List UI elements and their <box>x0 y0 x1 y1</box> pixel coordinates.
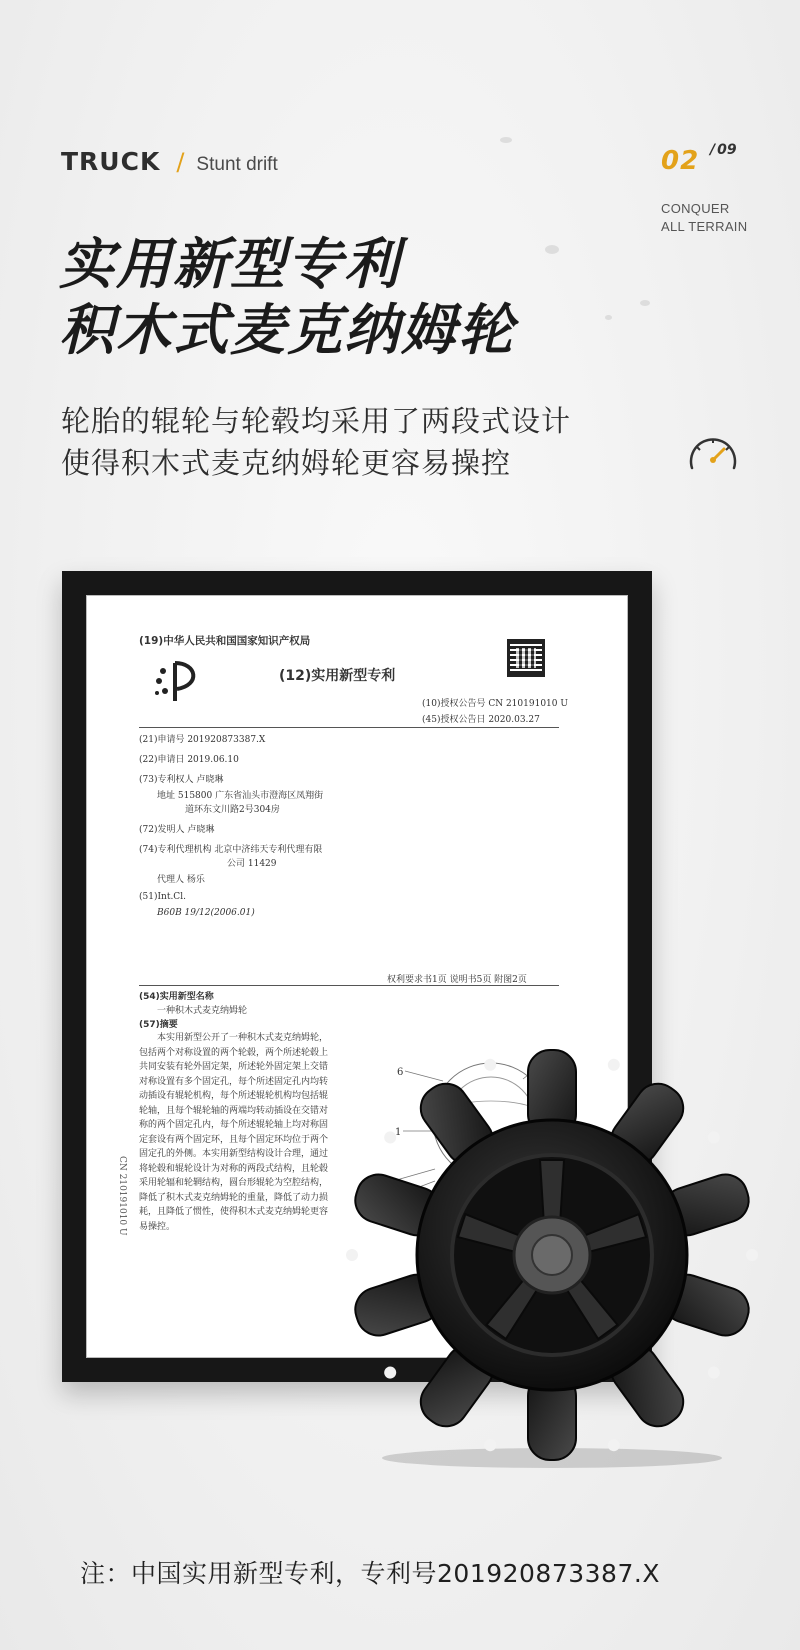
divider <box>139 727 559 728</box>
int-cl-label: (51)Int.Cl. <box>139 892 186 902</box>
tagline-line: CONQUER <box>661 201 730 216</box>
patent-owner: (73)专利权人 卢晓琳 <box>139 775 224 785</box>
patent-office-emblem-icon <box>153 657 207 705</box>
brand-header <box>61 147 278 176</box>
abstract-line: 包括两个对称设置的两个轮毂，两个所述轮毂上 <box>139 1047 329 1058</box>
page-indicator <box>661 142 737 176</box>
application-date: (22)申请日 2019.06.10 <box>139 755 239 765</box>
background-speck <box>545 245 559 254</box>
abstract-line: 将轮毂和辊轮设计为对称的两段式结构，且轮毂 <box>139 1163 329 1174</box>
patent-agency: (74)专利代理机构 北京中济纬天专利代理有限 <box>139 845 323 855</box>
utility-name-label: (54)实用新型名称 <box>139 992 214 1002</box>
utility-name-value: 一种积木式麦克纳姆轮 <box>157 1006 248 1016</box>
description-line: 轮胎的辊轮与轮毂均采用了两段式设计 <box>61 404 572 438</box>
page-current: 02 <box>661 146 700 176</box>
qr-code-icon <box>507 639 545 677</box>
brand-divider: / <box>176 148 185 176</box>
owner-address: 道环东文川路2号304房 <box>185 805 280 815</box>
abstract-line: 易操控。 <box>139 1221 176 1232</box>
abstract-line: 耗，且降低了惯性，使得积木式麦克纳姆轮更容 <box>139 1207 329 1217</box>
page-total: / 09 <box>710 142 737 158</box>
abstract-line: 降低了积木式麦克纳姆轮的重量，降低了动力损 <box>139 1192 329 1203</box>
patent-footnote: 注：中国实用新型专利，专利号201920873387.X <box>80 1559 660 1588</box>
abstract-line: 本实用新型公开了一种积木式麦克纳姆轮， <box>157 1033 329 1043</box>
brand-name: TRUCK <box>61 147 161 176</box>
tagline <box>661 200 747 236</box>
abstract-line: 固定孔的外侧。本实用新型结构设计合理，通过 <box>139 1149 329 1159</box>
tagline-line: ALL TERRAIN <box>661 219 748 234</box>
abstract-line: 采用轮辐和轮辋结构，圆台形辊轮为空腔结构， <box>139 1178 329 1188</box>
patent-agent: 代理人 杨乐 <box>157 875 205 885</box>
description <box>61 400 571 484</box>
description-line: 使得积木式麦克纳姆轮更容易操控 <box>61 446 512 480</box>
background-speck <box>500 137 512 143</box>
figure-label: 6 <box>397 1067 404 1078</box>
background-speck <box>640 300 650 306</box>
abstract-line: 定套设有两个固定环，且每个固定环均位于两个 <box>139 1134 329 1145</box>
application-number: (21)申请号 201920873387.X <box>139 735 266 745</box>
title-line: 积木式麦克纳姆轮 <box>59 298 516 362</box>
page-counts: 权利要求书1页 说明书5页 附图2页 <box>387 975 527 985</box>
page-title <box>59 231 515 363</box>
speedometer-icon <box>686 430 740 474</box>
int-cl-value: B60B 19/12(2006.01) <box>157 908 255 918</box>
abstract-line: 共同安装有轮外固定架，所述轮外固定架上交错 <box>139 1062 329 1072</box>
abstract-line: 对称设置有多个固定孔，每个所述固定孔内均转 <box>139 1076 329 1087</box>
abstract-line: 称的两个固定孔内，每个所述辊轮轴上均对称固 <box>139 1120 329 1130</box>
brand-subtitle: Stunt drift <box>196 154 278 175</box>
inventor: (72)发明人 卢晓琳 <box>139 825 215 835</box>
mecanum-wheel-image <box>338 1040 758 1470</box>
figure-label: 1 <box>395 1127 402 1138</box>
publication-number: (10)授权公告号 CN 210191010 U <box>422 699 568 709</box>
patent-agency: 公司 11429 <box>227 859 277 869</box>
owner-address: 地址 515800 广东省汕头市澄海区凤翔街 <box>157 791 324 801</box>
background-speck <box>605 315 612 320</box>
divider <box>139 985 559 986</box>
abstract-line: 轮轴，且每个辊轮轴的两端均转动插设在交错对 <box>139 1105 329 1116</box>
title-line: 实用新型专利 <box>59 232 402 296</box>
abstract-line: 动插设有辊轮机构，每个所述辊轮机构均包括辊 <box>139 1091 329 1101</box>
patent-type: (12)实用新型专利 <box>279 668 396 684</box>
abstract-label: (57)摘要 <box>139 1020 178 1030</box>
side-publication-number: CN 210191010 U <box>117 1156 127 1236</box>
publication-date: (45)授权公告日 2020.03.27 <box>422 715 540 725</box>
issuing-office: (19)中华人民共和国国家知识产权局 <box>139 635 311 647</box>
